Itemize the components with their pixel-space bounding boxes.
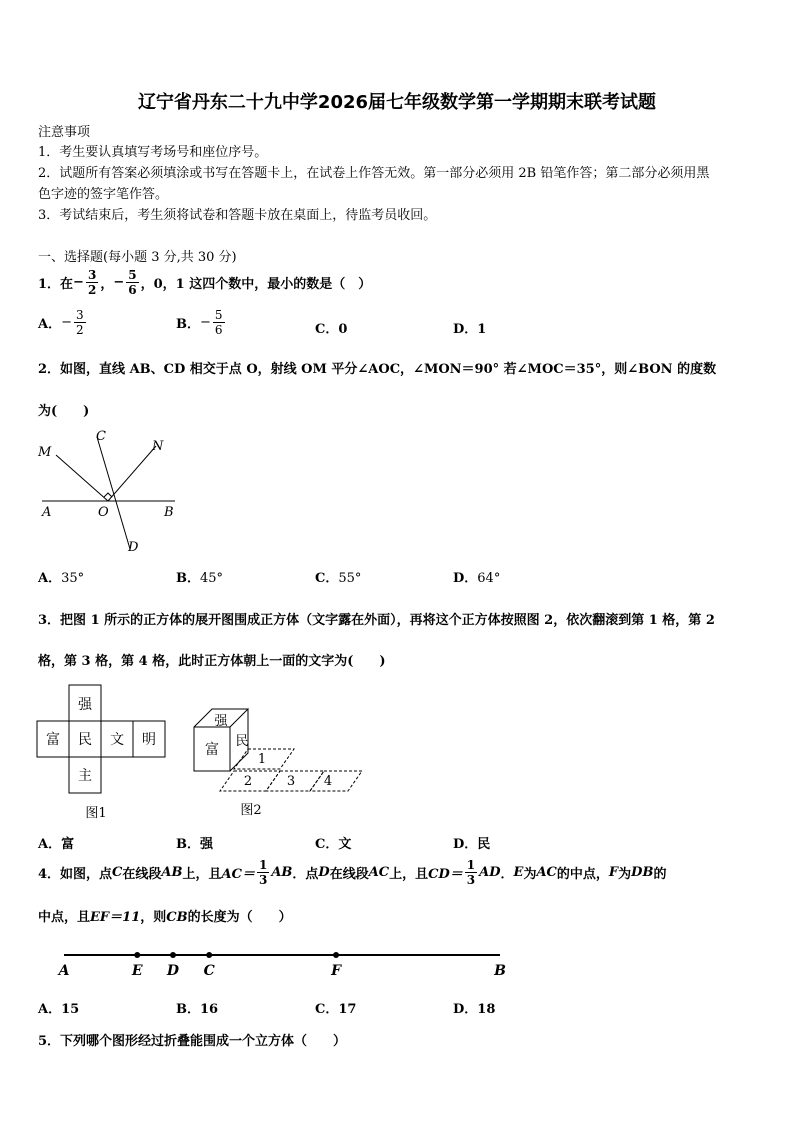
net-right2: 明 <box>142 732 156 748</box>
option-c: C．17 <box>315 1002 357 1017</box>
cell-4: 4 <box>323 774 333 789</box>
option-a: A．35° <box>38 571 85 586</box>
label-n: N <box>152 439 164 454</box>
notice-heading: 注意事项 <box>38 125 91 140</box>
question-4-line2: 中点，且EF＝11，则CB的长度为（ ） <box>38 910 292 925</box>
notice-item: 3．考试结束后，考生须将试卷和答题卡放在桌面上，待监考员收回。 <box>38 208 437 223</box>
point-label-b: B <box>494 963 506 979</box>
fig2-caption: 图2 <box>240 803 262 818</box>
option-c: C．文 <box>315 837 352 852</box>
label-m: M <box>38 445 52 460</box>
option-d: D．1 <box>453 322 487 337</box>
label-b: B <box>164 505 174 520</box>
point-e <box>134 952 140 958</box>
label-a: A <box>42 505 52 520</box>
point-f <box>333 952 339 958</box>
option-a: A． − $\frac{3}{2}$ <box>38 308 84 337</box>
point-label-e: E <box>131 963 143 979</box>
option-c: C．55° <box>315 571 362 586</box>
notice-item: 2．试题所有答案必须填涂或书写在答题卡上，在试卷上作答无效。第一部分必须用 2B 铅笔作答；第二部分必须用黑 <box>38 166 710 181</box>
question-3: 3．把图 1 所示的正方体的展开图围成正方体（文字露在外面），再将这个正方体按照图 2，依次翻滚到第 1 格，第 2 <box>38 613 715 628</box>
cube-figures <box>36 683 376 823</box>
point-c <box>206 952 212 958</box>
fig1-caption: 图1 <box>85 806 107 821</box>
fraction: $\frac{5}{6}$ <box>128 268 137 297</box>
segment-figure <box>50 944 520 984</box>
point-label-a: A <box>58 963 70 979</box>
option-a: A．15 <box>38 1002 80 1017</box>
option-d: D．18 <box>453 1002 496 1017</box>
option-d: D．64° <box>453 571 501 586</box>
question-5: 5．下列哪个图形经过折叠能围成一个立方体（ ） <box>38 1034 347 1049</box>
notice-item: 1．考生要认真填写考场号和座位序号。 <box>38 145 268 160</box>
cube-front: 富 <box>205 742 219 758</box>
point-label-f: F <box>331 963 342 979</box>
question-3-line2: 格，第 3 格，第 4 格，此时正方体朝上一面的文字为( ) <box>38 654 386 669</box>
page-title: 辽宁省丹东二十九中学2026届七年级数学第一学期期末联考试题 <box>137 92 657 113</box>
question-2-line2: 为( ) <box>38 404 90 419</box>
angle-figure <box>30 424 200 559</box>
option-b: B．强 <box>176 837 214 852</box>
option-b: B．45° <box>176 571 224 586</box>
option-a: A．富 <box>38 837 75 852</box>
net-center: 民 <box>78 732 92 748</box>
label-c: C <box>96 429 106 444</box>
label-d: D <box>128 540 139 555</box>
option-b: B．16 <box>176 1002 219 1017</box>
net-right1: 文 <box>110 732 124 748</box>
question-4: 4．如图，点 C 在线段 AB 上，且 AC＝ $\frac{1}{3}$ AB ．点 D 在线段 AC 上，且 CD＝ $\frac{1}{3}$ AD ． E 为 AC 的中点， F 为 DB 的 <box>38 858 667 887</box>
label-o: O <box>98 505 109 520</box>
net-left: 富 <box>46 732 60 748</box>
point-label-d: D <box>166 963 180 979</box>
point-d <box>170 952 176 958</box>
section-heading: 一、选择题(每小题 3 分,共 30 分) <box>38 250 237 265</box>
fraction: $\frac{3}{2}$ <box>87 268 97 297</box>
net-top: 强 <box>78 697 92 713</box>
cube-top: 强 <box>214 714 228 729</box>
option-c: C．0 <box>315 322 348 337</box>
cell-2: 2 <box>243 774 253 789</box>
net-bottom: 主 <box>78 768 92 784</box>
question-1: 1．在 − $\frac{3}{2}$ ， − $\frac{5}{6}$ ，0，1 这四个数中，最小的数是（ ） <box>38 268 372 297</box>
question-2: 2．如图，直线 AB、CD 相交于点 O，射线 OM 平分∠AOC，∠MON＝90° 若∠MOC＝35°，则∠BON 的度数 <box>38 362 717 377</box>
cube-side: 民 <box>235 734 249 749</box>
point-label-c: C <box>203 963 215 979</box>
notice-item: 色字迹的签字笔作答。 <box>38 187 169 202</box>
option-d: D．民 <box>453 837 491 852</box>
cell-3: 3 <box>286 774 296 789</box>
cell-1: 1 <box>257 752 267 767</box>
option-b: B． − $\frac{5}{6}$ <box>176 308 223 337</box>
